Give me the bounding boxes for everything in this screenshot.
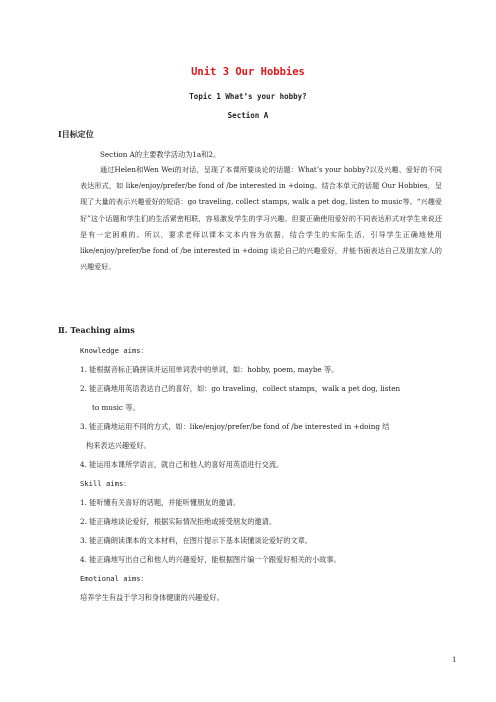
intro-line: Section A的主要教学活动为1a和2。 [100, 150, 221, 159]
knowledge-aim-4: 4. 能运用本课所学语言，就自己和他人的喜好用英语进行交流。 [80, 460, 284, 469]
knowledge-aims-label: Knowledge aims： [80, 346, 148, 355]
topic-subtitle: Topic 1 What’s your hobby? [189, 92, 307, 101]
emotional-aim-1: 培养学生有益于学习和身体健康的兴趣爱好。 [80, 593, 224, 602]
heading-objectives: Ⅰ目标定位 [58, 129, 94, 139]
skill-aim-4: 4. 能正确地写出自己和他人的兴趣爱好，能根据图片编一个跟爱好相关的小故事。 [80, 555, 341, 564]
intro-paragraph: 通过Helen和Wen Wei的对话，呈现了本课所要谈论的话题：What’s your hobby?以及兴趣、爱好的不同表达形式，如 like/enjoy/prefer/be fond of /be interested in +doing。结合本单元的话题 Our Hobbies，呈现了大量的表示兴趣爱好的短语：go traveling, collect stamps, walk a pet dog, listen to music等。“兴趣爱好”这个话题和学生们的生活紧密相联，容易激发学生的学习兴趣。但要正确使用爱好的不同表达形式对学生来说还是有一定困难的。所以，要求老师以课本文本内容为依据，结合学生的实际生活，引导学生正确地使用like/enjoy/prefer/be fond of /be interested in +doing 谈论自己的兴趣爱好，并能书面表达自己及朋友家人的兴趣爱好。 [80, 165, 442, 272]
skill-aim-2: 2. 能正确地谈论爱好，根据实际情况拒绝或接受朋友的邀请。 [80, 517, 277, 526]
skill-aim-3: 3. 能正确朗读课本的文本材料，在图片提示下基本读懂谈论爱好的文章。 [80, 536, 312, 545]
knowledge-aim-3: 3. 能正确地运用不同的方式，如：like/enjoy/prefer/be fond of /be interested in +doing 结 [80, 422, 390, 431]
knowledge-aim-1: 1. 能根据音标正确拼读并运用单词表中的单词，如：hobby, poem, maybe 等。 [80, 365, 339, 374]
page-number: 1 [452, 656, 457, 664]
emotional-aims-label: Emotional aims： [80, 574, 148, 583]
knowledge-aim-3-cont: 构来表达兴趣爱好。 [86, 441, 151, 450]
section-subtitle: Section A [227, 111, 269, 120]
heading-teaching-aims: Ⅱ. Teaching aims [58, 325, 135, 335]
unit-title: Unit 3 Our Hobbies [191, 66, 305, 78]
skill-aim-1: 1. 能听懂有关喜好的话题，并能听懂朋友的邀请。 [80, 498, 241, 507]
knowledge-aim-2-cont: to music 等。 [92, 403, 140, 412]
skill-aims-label: Skill aims： [80, 479, 131, 488]
knowledge-aim-2: 2. 能正确地用英语表达自己的喜好，如：go traveling，collect stamps，walk a pet dog, listen [80, 384, 401, 393]
